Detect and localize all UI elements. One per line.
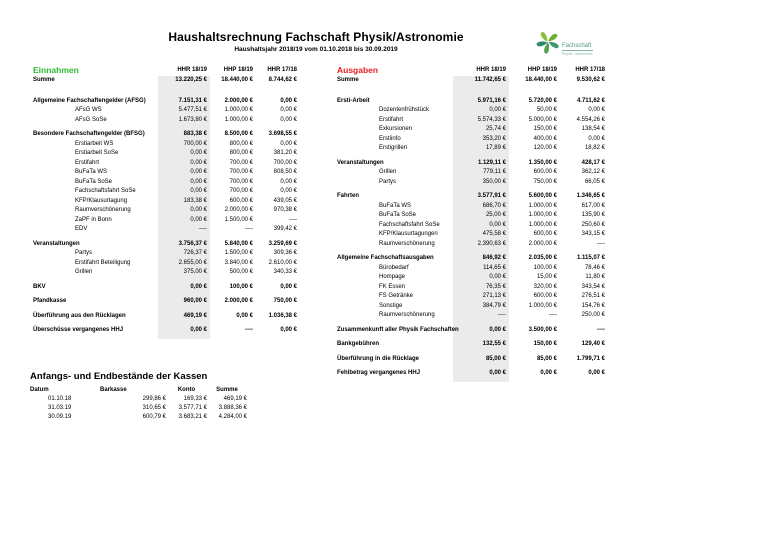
row-value: ---- xyxy=(289,216,297,223)
column-header: HHR 17/18 xyxy=(267,67,297,74)
row-value: ---- xyxy=(498,312,506,318)
row-value: 1.115,07 € xyxy=(576,255,605,261)
row-value: 13.220,25 € xyxy=(175,77,207,83)
item-row xyxy=(33,259,298,269)
row-value: 970,38 € xyxy=(273,207,297,213)
item-row xyxy=(33,249,298,259)
row-value: 600,00 € xyxy=(533,169,557,175)
row-value: 0,00 € xyxy=(190,188,207,194)
summe-row xyxy=(337,76,607,86)
row-value: 617,00 € xyxy=(581,202,605,209)
row-value: 0,00 € xyxy=(588,135,605,142)
row-label: AFsG SoSe xyxy=(75,116,107,123)
section-row xyxy=(33,297,298,307)
row-label: Allgemeine Fachschaftengelder (AFSG) xyxy=(33,97,146,104)
row-value: 600,00 € xyxy=(229,197,253,204)
row-value: 11.742,65 € xyxy=(474,77,506,83)
row-label: Summe xyxy=(33,77,55,83)
row-value: 129,40 € xyxy=(581,341,605,347)
row-value: 2.000,00 € xyxy=(224,298,253,304)
row-label: Überführung aus den Rücklagen xyxy=(33,312,126,319)
row-value: 50,00 € xyxy=(536,107,557,113)
item-row xyxy=(337,178,607,188)
kassen-value: 3.683,21 € xyxy=(178,413,207,420)
row-value: 400,00 € xyxy=(533,135,557,142)
item-row xyxy=(33,159,298,169)
row-value: ---- xyxy=(199,226,207,232)
row-value: 800,00 € xyxy=(229,150,253,156)
row-value: 0,00 € xyxy=(190,207,207,213)
row-label: Raumverschönerung xyxy=(75,207,131,213)
row-label: Fahrten xyxy=(337,193,360,199)
row-value: 1.000,00 € xyxy=(528,202,557,209)
row-value: 4.554,26 € xyxy=(576,116,605,123)
item-row xyxy=(337,311,607,321)
row-label: Fehlbetrag vergangenes HHJ xyxy=(337,370,421,376)
item-row xyxy=(337,125,607,135)
table-title: Einnahmen xyxy=(33,65,79,76)
row-label: Veranstaltungen xyxy=(337,159,384,166)
row-label: Summe xyxy=(337,77,359,83)
row-value: 700,00 € xyxy=(229,169,253,175)
row-value: 0,00 € xyxy=(588,107,605,113)
row-value: 18.440,00 € xyxy=(221,77,253,83)
item-row xyxy=(337,144,607,154)
row-value: 350,00 € xyxy=(482,178,506,185)
row-value: 1.000,00 € xyxy=(224,116,253,123)
row-label: Partys xyxy=(75,250,93,256)
kassen-title: Anfangs- und Endbestände der Kassen xyxy=(30,371,208,382)
item-row xyxy=(337,292,607,302)
row-value: 750,00 € xyxy=(533,178,557,185)
row-value: 0,00 € xyxy=(280,327,297,333)
row-label: Erstiarbeit WS xyxy=(75,140,114,147)
row-value: 362,12 € xyxy=(581,169,605,175)
row-value: 0,00 € xyxy=(190,178,207,185)
row-value: 700,00 € xyxy=(229,188,253,194)
row-value: 7.151,31 € xyxy=(178,97,207,104)
kassen-value: 600,79 € xyxy=(142,413,166,420)
row-label: ZaPF in Bonn xyxy=(75,216,112,223)
row-value: 5.000,00 € xyxy=(528,116,557,123)
row-value: 3.259,69 € xyxy=(268,240,297,247)
section-spacer xyxy=(33,86,298,97)
row-label: Ersti-Arbeit xyxy=(337,97,370,104)
row-value: 8.500,00 € xyxy=(224,131,253,137)
column-header-row xyxy=(33,66,298,76)
section-row xyxy=(33,326,298,336)
row-value: 276,51 € xyxy=(581,293,605,299)
row-value: 78,46 € xyxy=(584,264,605,271)
column-header: HHR 17/18 xyxy=(575,67,605,74)
row-label: BuFaTa SoSe xyxy=(75,178,113,185)
kassen-header-row xyxy=(30,385,260,394)
section-spacer xyxy=(337,379,607,384)
row-value: 800,00 € xyxy=(229,140,253,147)
item-row xyxy=(33,187,298,197)
row-value: 686,70 € xyxy=(482,202,506,209)
row-value: 2.610,00 € xyxy=(268,259,297,266)
item-row xyxy=(33,216,298,226)
row-value: 0,00 € xyxy=(190,283,207,290)
row-label: BuFaTa WS xyxy=(379,202,412,209)
column-header: HHR 18/19 xyxy=(177,67,207,74)
row-value: 0,00 € xyxy=(190,327,207,333)
row-value: 183,38 € xyxy=(183,197,207,204)
row-value: 750,00 € xyxy=(273,298,297,304)
row-value: 1.346,65 € xyxy=(576,193,605,199)
section-row xyxy=(33,240,298,250)
row-label: FK Essen xyxy=(379,283,406,290)
row-value: 18,82 € xyxy=(584,145,605,151)
column-header: HHR 18/19 xyxy=(476,67,506,74)
item-row xyxy=(337,168,607,178)
fachschaft-logo xyxy=(535,28,593,63)
row-value: 439,05 € xyxy=(273,197,297,204)
row-label: AFsG WS xyxy=(75,107,102,113)
row-label: Pfandkasse xyxy=(33,298,67,304)
section-row xyxy=(337,340,607,350)
row-value: 381,20 € xyxy=(273,150,297,156)
row-value: 1.500,00 € xyxy=(224,250,253,256)
summe-row xyxy=(33,76,298,86)
row-value: 343,15 € xyxy=(581,231,605,237)
row-value: 343,54 € xyxy=(581,283,605,290)
row-value: 469,19 € xyxy=(183,312,207,319)
row-value: 1.000,00 € xyxy=(528,221,557,228)
row-label: Dozentenfrühstück xyxy=(379,107,430,113)
row-value: 150,00 € xyxy=(533,126,557,132)
row-label: Raumverschönerung xyxy=(379,240,435,247)
row-label: Exkursionen xyxy=(379,126,413,132)
row-value: 2.000,00 € xyxy=(224,97,253,104)
kassen-value: 299,86 € xyxy=(142,395,166,402)
row-label: Bankgebühren xyxy=(337,341,380,347)
row-value: 0,00 € xyxy=(280,283,297,290)
row-value: 700,00 € xyxy=(229,159,253,166)
row-value: 340,33 € xyxy=(273,269,297,275)
row-value: 100,00 € xyxy=(533,264,557,271)
row-label: Allgemeine Fachschaftsausgaben xyxy=(337,255,434,261)
row-value: 700,00 € xyxy=(183,140,207,147)
section-spacer xyxy=(337,86,607,97)
row-value: 0,00 € xyxy=(280,107,297,113)
row-label: Hompage xyxy=(379,274,406,280)
row-value: 11,80 € xyxy=(585,274,605,280)
column-header: HHP 18/19 xyxy=(223,67,253,74)
section-spacer xyxy=(33,336,298,341)
kassen-column-header: Konto xyxy=(177,386,196,393)
item-row xyxy=(337,202,607,212)
row-label: Erstifahrt xyxy=(379,116,404,123)
kassen-date: 31.03.19 xyxy=(48,404,72,411)
row-value: 428,17 € xyxy=(581,159,605,166)
row-value: 0,00 € xyxy=(190,159,207,166)
item-row xyxy=(337,283,607,293)
kassen-column-header: Barkasse xyxy=(100,386,127,393)
row-value: 0,00 € xyxy=(190,150,207,156)
row-value: 1.129,11 € xyxy=(477,159,506,166)
section-row xyxy=(337,254,607,264)
row-value: 2.390,63 € xyxy=(477,240,506,247)
item-row xyxy=(337,240,607,250)
row-value: ---- xyxy=(245,327,253,333)
row-label: Überschüsse vergangenes HHJ xyxy=(33,327,124,333)
row-value: 250,00 € xyxy=(581,312,605,318)
page-subtitle: Haushaltsjahr 2018/19 vom 01.10.2018 bis 30.09.2019 xyxy=(234,46,398,53)
row-value: 154,76 € xyxy=(581,302,605,309)
row-value: 271,13 € xyxy=(482,293,506,299)
row-value: 700,00 € xyxy=(229,178,253,185)
row-label: Fachschaftsfahrt SoSe xyxy=(379,221,440,228)
logo-name: Fachschaft xyxy=(562,43,592,49)
row-value: 0,00 € xyxy=(280,140,297,147)
row-label: Zusammenkunft aller Physik Fachschaften xyxy=(337,326,459,333)
row-value: 353,20 € xyxy=(482,135,506,142)
row-value: 0,00 € xyxy=(540,370,557,376)
item-row xyxy=(337,211,607,221)
item-row xyxy=(33,168,298,178)
row-value: 1.000,00 € xyxy=(224,107,253,113)
row-value: 846,92 € xyxy=(482,255,506,261)
row-value: 883,38 € xyxy=(183,131,207,137)
row-value: 150,00 € xyxy=(533,341,557,347)
row-value: 309,36 € xyxy=(273,250,297,256)
kassen-column-header: Datum xyxy=(30,386,49,393)
row-value: 5.600,00 € xyxy=(528,193,557,199)
row-value: 700,00 € xyxy=(273,159,297,166)
row-value: 15,00 € xyxy=(536,274,557,280)
row-label: Erstifahrt Beteiligung xyxy=(75,259,131,266)
row-label: Überführung in die Rücklage xyxy=(337,355,420,362)
row-value: 475,58 € xyxy=(482,231,506,237)
row-value: 8.744,62 € xyxy=(268,77,297,83)
row-label: EDV xyxy=(75,226,88,232)
item-row xyxy=(33,225,298,235)
column-header: HHP 18/19 xyxy=(527,67,557,74)
logo-subname: Physik / Astronomie xyxy=(562,51,593,56)
kassen-value: 169,33 € xyxy=(183,395,207,402)
row-value: 85,00 € xyxy=(485,355,506,362)
row-label: Raumverschönerung xyxy=(379,312,435,318)
kassen-data-row xyxy=(30,412,260,421)
kassen-value: 3.577,71 € xyxy=(178,404,207,411)
kassen-date: 01.10.18 xyxy=(48,395,72,402)
column-header-row xyxy=(337,66,607,76)
section-row xyxy=(33,97,298,107)
section-row xyxy=(33,312,298,322)
item-row xyxy=(33,106,298,116)
item-row xyxy=(33,268,298,278)
row-value: 0,00 € xyxy=(190,169,207,175)
kassen-data-row xyxy=(30,403,260,412)
row-value: ---- xyxy=(597,326,605,333)
row-value: 0,00 € xyxy=(280,178,297,185)
row-value: 3.577,91 € xyxy=(477,193,506,199)
row-value: 0,00 € xyxy=(190,216,207,223)
row-label: Erstiarbeit SoSe xyxy=(75,150,119,156)
row-value: 250,60 € xyxy=(581,221,605,228)
kassen-data-row xyxy=(30,394,260,403)
row-value: 3.756,37 € xyxy=(178,240,207,247)
row-value: 1.799,71 € xyxy=(576,355,605,362)
kassen-value: 469,19 € xyxy=(223,395,247,402)
item-row xyxy=(33,206,298,216)
row-value: 320,00 € xyxy=(533,283,557,290)
item-row xyxy=(33,140,298,150)
leaf-pinwheel-icon xyxy=(535,28,561,63)
row-value: 1.036,38 € xyxy=(268,312,297,319)
row-value: 0,00 € xyxy=(588,370,605,376)
row-value: 600,00 € xyxy=(533,293,557,299)
row-label: Fachschaftsfahrt SoSe xyxy=(75,188,136,194)
row-value: 0,00 € xyxy=(280,97,297,104)
row-value: 2.000,00 € xyxy=(528,240,557,247)
row-value: 1.673,80 € xyxy=(178,116,207,123)
row-value: 2.655,00 € xyxy=(178,259,207,266)
row-value: 9.530,62 € xyxy=(576,77,605,83)
row-value: ---- xyxy=(245,226,253,232)
item-row xyxy=(337,221,607,231)
row-value: 17,89 € xyxy=(485,145,506,151)
item-row xyxy=(337,273,607,283)
kassen-column-header: Summe xyxy=(216,386,238,393)
row-value: 0,00 € xyxy=(489,107,506,113)
row-value: 132,55 € xyxy=(482,341,506,347)
row-value: 100,00 € xyxy=(229,283,253,290)
row-label: Erstiinfo xyxy=(379,135,401,142)
section-row xyxy=(33,283,298,293)
page-title: Haushaltsrechnung Fachschaft Physik/Astronomie xyxy=(168,30,464,44)
row-value: 120,00 € xyxy=(533,145,557,151)
item-row xyxy=(337,302,607,312)
row-value: 5.840,00 € xyxy=(224,240,253,247)
section-row xyxy=(337,97,607,107)
row-value: 399,42 € xyxy=(273,226,297,232)
row-value: 4.711,62 € xyxy=(576,97,605,104)
item-row xyxy=(33,178,298,188)
item-row xyxy=(33,149,298,159)
kassen-value: 4.284,00 € xyxy=(218,413,247,420)
row-label: KFP/Klausurtagungen xyxy=(379,231,438,237)
row-value: 0,00 € xyxy=(280,116,297,123)
logo-text-block xyxy=(562,43,593,56)
row-value: 5.477,51 € xyxy=(178,107,207,113)
kassen-rows xyxy=(30,385,260,421)
row-value: 500,00 € xyxy=(229,269,253,275)
row-value: 3.698,55 € xyxy=(268,131,297,137)
row-label: Bürobedarf xyxy=(379,264,409,271)
row-label: KFP/Klausurtagung xyxy=(75,197,128,204)
row-value: 0,00 € xyxy=(236,312,253,319)
row-label: Grillen xyxy=(379,169,397,175)
row-label: Besondere Fachschaftengelder (BFSG) xyxy=(33,131,145,137)
section-row xyxy=(337,192,607,202)
item-row xyxy=(337,106,607,116)
row-value: 0,00 € xyxy=(489,221,506,228)
kassen-table xyxy=(30,371,260,421)
row-value: 600,00 € xyxy=(533,231,557,237)
kassen-value: 310,65 € xyxy=(142,404,166,411)
row-value: 0,00 € xyxy=(280,188,297,194)
row-value: 3.500,00 € xyxy=(528,326,557,333)
item-row xyxy=(33,116,298,126)
section-row xyxy=(337,369,607,379)
table-title: Ausgaben xyxy=(337,65,379,76)
row-label: Sonstige xyxy=(379,302,403,309)
row-label: BuFaTa SoSe xyxy=(379,212,417,218)
row-value: 0,00 € xyxy=(489,274,506,280)
section-row xyxy=(33,130,298,140)
item-row xyxy=(337,230,607,240)
row-label: Veranstaltungen xyxy=(33,240,80,247)
item-row xyxy=(337,135,607,145)
row-value: 114,65 € xyxy=(483,264,506,271)
einnahmen-table xyxy=(33,66,298,341)
row-label: Erstigrillen xyxy=(379,145,408,151)
row-value: 3.840,00 € xyxy=(224,259,253,266)
row-value: 66,05 € xyxy=(584,178,605,185)
row-value: 0,00 € xyxy=(489,370,506,376)
row-value: 779,11 € xyxy=(483,169,506,175)
row-value: 960,00 € xyxy=(183,298,207,304)
row-value: 384,79 € xyxy=(482,302,506,309)
row-value: 5.720,00 € xyxy=(528,97,557,104)
row-value: 0,00 € xyxy=(489,326,506,333)
row-value: ---- xyxy=(549,312,557,318)
section-row xyxy=(337,355,607,365)
row-value: 135,90 € xyxy=(581,212,605,218)
row-value: 1.500,00 € xyxy=(224,216,253,223)
row-value: 2.000,00 € xyxy=(224,207,253,213)
row-label: Grillen xyxy=(75,269,93,275)
row-value: 2.035,00 € xyxy=(528,255,557,261)
item-row xyxy=(337,264,607,274)
item-row xyxy=(33,197,298,207)
row-value: 76,35 € xyxy=(485,283,506,290)
row-label: Partys xyxy=(379,178,397,185)
row-value: 18.440,00 € xyxy=(525,77,557,83)
row-value: 25,74 € xyxy=(485,126,506,132)
item-row xyxy=(337,116,607,126)
kassen-value: 3.888,36 € xyxy=(218,404,247,411)
row-value: 138,54 € xyxy=(581,126,605,132)
kassen-date: 30.09.19 xyxy=(48,413,72,420)
row-value: 808,50 € xyxy=(273,169,297,175)
row-label: Erstifahrt xyxy=(75,159,100,166)
row-value: 85,00 € xyxy=(536,355,557,362)
row-value: 5.574,33 € xyxy=(477,116,506,123)
section-row xyxy=(337,326,607,336)
row-value: 1.000,00 € xyxy=(528,302,557,309)
row-value: 375,00 € xyxy=(183,269,207,275)
row-value: 726,37 € xyxy=(183,250,207,256)
row-label: BuFaTa WS xyxy=(75,169,108,175)
row-label: FS Getränke xyxy=(379,293,414,299)
row-value: ---- xyxy=(597,240,605,247)
row-label: BKV xyxy=(33,283,46,290)
row-value: 1.350,00 € xyxy=(528,159,557,166)
ausgaben-table xyxy=(337,66,607,384)
row-value: 5.971,16 € xyxy=(477,97,506,104)
row-value: 25,00 € xyxy=(485,212,506,218)
section-row xyxy=(337,159,607,169)
row-value: 1.000,00 € xyxy=(528,212,557,218)
